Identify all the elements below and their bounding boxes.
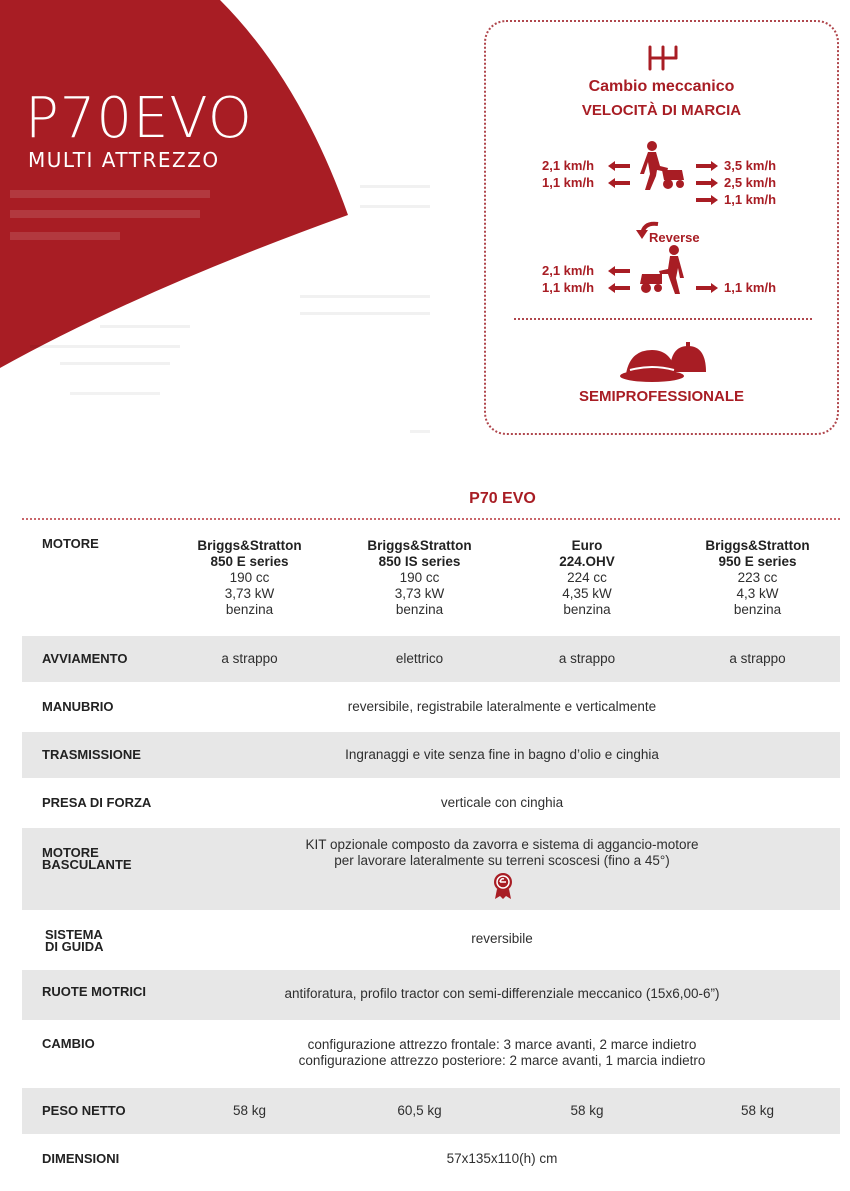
trasmissione-value: Ingranaggi e vite senza fine in bagno d’olio e cinghia [345,747,659,762]
faded-background-texture [0,0,440,470]
hats-icon [620,340,710,386]
engine-4-kw: 4,3 kW [736,586,779,601]
sistema-di-guida-value: reversibile [471,931,533,946]
engine-2-brand: Briggs&Stratton [367,538,472,553]
product-title: P70EVO [25,86,253,151]
manubrio-value: reversibile, registrabile lateralmente e verticalmente [347,699,657,714]
walk-behind-mower-reverse-icon [638,244,688,296]
row-cambio [22,1022,840,1086]
forward-right-speed-1: 3,5 km/h [724,158,777,173]
engine-1-cc: 190 cc [229,570,270,585]
reverse-left-speeds [542,262,594,296]
reverse-right-speeds [724,279,776,296]
engine-col-3 [502,538,672,618]
engine-3-fuel: benzina [563,602,611,617]
engine-col-4 [670,538,845,618]
engine-4-brand: Briggs&Stratton [705,538,810,553]
gearbox-panel [484,20,839,435]
engine-1-fuel: benzina [225,602,274,617]
engine-4-fuel: benzina [733,602,782,617]
engine-1-kw: 3,73 kW [224,586,275,601]
reverse-label: Reverse [649,230,700,245]
engine-1-brand: Briggs&Stratton [197,538,302,553]
row-label-presa-di-forza: PRESA DI FORZA [42,795,152,810]
product-subtitle: MULTI ATTREZZO [28,148,220,172]
panel-divider [514,318,812,320]
cambio-line1: configurazione attrezzo frontale: 3 marce avanti, 2 marce indietro [307,1037,697,1052]
engine-2-fuel: benzina [395,602,444,617]
ruote-motrici-value: antiforatura, profilo tractor con semi-differenziale meccanico (15x6,00-6”) [284,986,720,1001]
gearbox-subheading: VELOCITÀ DI MARCIA [581,102,742,119]
peso-col-3: 58 kg [570,1103,604,1118]
engine-2-model: 850 IS series [378,554,461,569]
peso-col-1: 58 kg [232,1103,267,1118]
table-top-divider [22,518,840,520]
engine-col-1 [162,538,337,618]
reverse-left-arrows [608,266,632,296]
forward-left-speeds [542,157,594,191]
forward-right-speeds [724,157,776,208]
row-label-basculante-line1: MOTORE [42,845,99,860]
presa-di-forza-value: verticale con cinghia [440,795,564,810]
row-presa-di-forza [22,780,840,826]
engine-3-kw: 4,35 kW [562,586,612,601]
row-motore-basculante [22,828,840,910]
row-sistema-di-guida [22,912,840,968]
row-label-guida-line2: DI GUIDA [45,939,104,954]
row-ruote-motrici [22,970,840,1020]
engine-3-brand: Euro [571,538,603,553]
optional-kit-badge-icon [492,872,514,900]
reverse-right-arrow [696,283,720,295]
dimensioni-value: 57x135x110(h) cm [446,1151,558,1166]
forward-right-speed-3: 1,1 km/h [724,192,777,207]
row-label-avviamento: AVVIAMENTO [42,651,128,666]
row-peso-netto [22,1088,840,1134]
basculante-line1: KIT opzionale composto da zavorra e sistema di aggancio-motore [305,837,699,852]
left-arrows [608,161,632,191]
row-motore [22,524,840,634]
right-arrows [696,161,720,207]
row-label-sistema-di-guida [45,929,104,953]
reverse-left-speed-2: 1,1 km/h [542,280,595,295]
row-label-cambio: CAMBIO [42,1036,95,1051]
row-label-basculante-line2: BASCULANTE [42,857,132,872]
engine-1-model: 850 E series [210,554,289,569]
hero-banner [0,0,440,470]
cambio-value [162,1037,842,1069]
table-title: P70 EVO [469,490,536,507]
engine-3-model: 224.OHV [559,554,615,569]
gear-shift-icon [646,44,680,72]
avviamento-col-4: a strappo [729,651,786,666]
row-manubrio [22,684,840,730]
row-trasmissione [22,732,840,778]
engine-col-2 [332,538,507,618]
engine-2-cc: 190 cc [399,570,440,585]
cambio-line2: configurazione attrezzo posteriore: 2 marce avanti, 1 marcia indietro [298,1053,706,1068]
basculante-value [162,837,842,869]
forward-left-speed-1: 2,1 km/h [542,158,595,173]
engine-2-kw: 3,73 kW [394,586,445,601]
basculante-line2: per lavorare lateralmente su terreni scoscesi (fino a 45°) [334,853,670,868]
row-label-motore: MOTORE [42,536,99,551]
category-label: SEMIPROFESSIONALE [578,388,745,405]
reverse-left-speed-1: 2,1 km/h [542,263,595,278]
row-avviamento [22,636,840,682]
gearbox-heading: Cambio meccanico [588,78,735,95]
row-label-trasmissione: TRASMISSIONE [42,747,141,762]
row-label-dimensioni: DIMENSIONI [42,1151,120,1166]
avviamento-col-1: a strappo [221,651,278,666]
forward-left-speed-2: 1,1 km/h [542,175,595,190]
peso-col-4: 58 kg [740,1103,775,1118]
forward-right-speed-2: 2,5 km/h [724,175,777,190]
row-label-ruote-motrici: RUOTE MOTRICI [42,984,146,999]
peso-col-2: 60,5 kg [397,1103,442,1118]
row-dimensioni [22,1136,840,1182]
row-label-guida-line1: SISTEMA [45,927,103,942]
row-label-peso-netto: PESO NETTO [42,1103,126,1118]
avviamento-col-2: elettrico [395,651,444,666]
engine-4-cc: 223 cc [737,570,778,585]
reverse-right-speed-1: 1,1 km/h [724,280,777,295]
avviamento-col-3: a strappo [558,651,616,666]
engine-3-cc: 224 cc [567,570,607,585]
row-label-manubrio: MANUBRIO [42,699,114,714]
row-label-motore-basculante [42,847,132,871]
walk-behind-mower-forward-icon [638,140,686,192]
engine-4-model: 950 E series [718,554,797,569]
